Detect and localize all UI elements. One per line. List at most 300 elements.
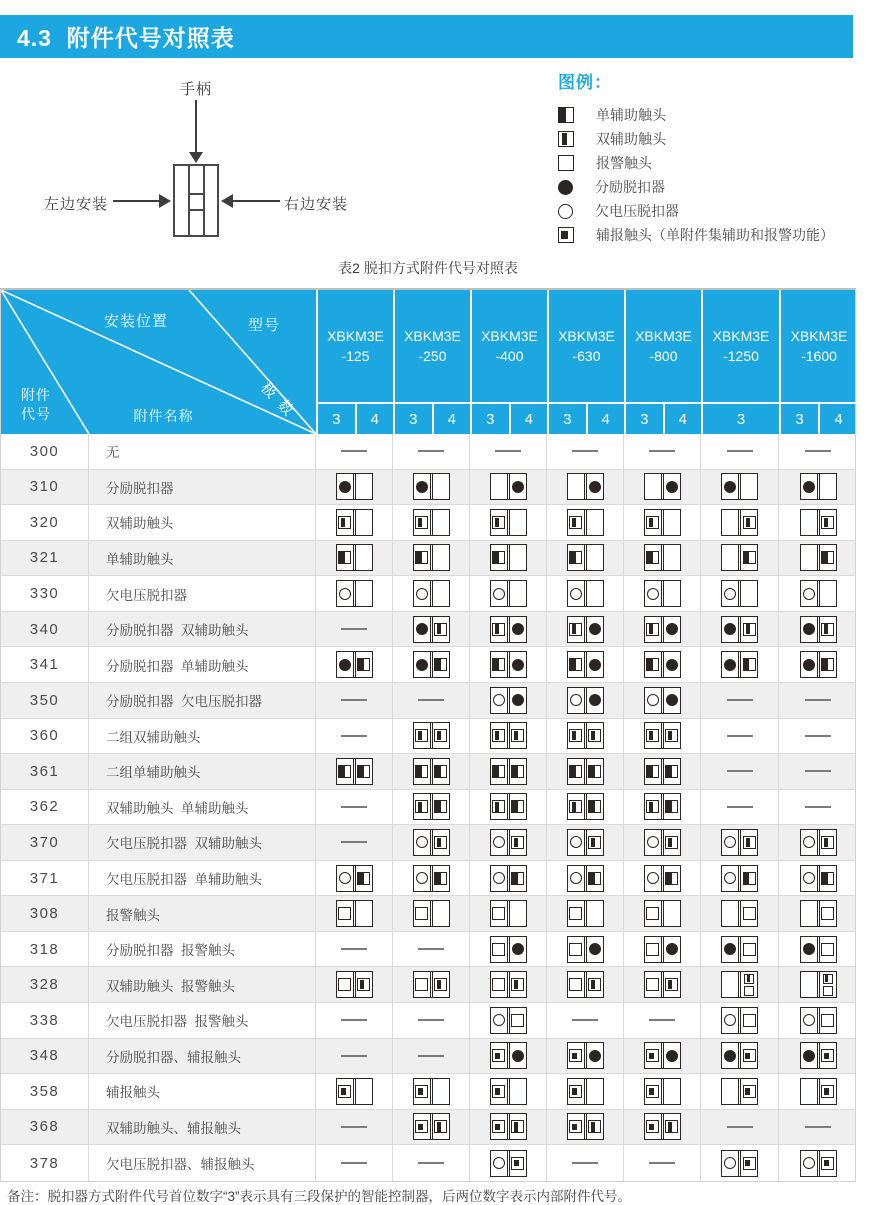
right-compartment <box>587 688 603 713</box>
right-compartment <box>587 972 603 997</box>
shunt-release-icon <box>558 180 573 195</box>
accessory-code: 300 <box>1 434 89 469</box>
breaker-box <box>336 580 373 607</box>
accessory-code: 310 <box>1 470 89 505</box>
pole-row <box>781 402 857 434</box>
accessory-code: 328 <box>1 967 89 1002</box>
breaker-box <box>567 758 604 785</box>
aux-alarm-contact-icon <box>646 1049 659 1062</box>
right-compartment <box>433 510 449 535</box>
symbol-cell <box>624 1003 701 1038</box>
symbol-cell <box>701 825 779 860</box>
breaker-box <box>413 1078 450 1105</box>
symbol-cell <box>393 434 470 469</box>
double-aux-contact-icon <box>821 516 834 529</box>
accessory-name: 欠电压脱扣器 双辅助触头 <box>89 825 316 860</box>
symbol-cell <box>393 932 470 967</box>
breaker-box <box>721 580 758 607</box>
shunt-release-icon <box>724 623 736 635</box>
right-compartment <box>510 581 526 606</box>
model-column-1600 <box>779 290 857 434</box>
breaker-box <box>413 651 450 678</box>
symbol-cell <box>701 754 779 789</box>
pole-count: 3 <box>409 410 418 428</box>
breaker-box <box>644 473 681 500</box>
symbol-cell <box>393 825 470 860</box>
accessory-name: 双辅助触头 报警触头 <box>89 967 316 1002</box>
pole-row <box>626 402 701 434</box>
double-aux-contact-icon <box>821 836 834 849</box>
left-compartment <box>801 866 817 891</box>
single-aux-contact-icon <box>434 800 447 813</box>
accessory-code: 330 <box>1 576 89 611</box>
breaker-box <box>721 1078 758 1105</box>
accessory-code: 348 <box>1 1039 89 1074</box>
undervoltage-release-icon <box>724 588 736 600</box>
accessory-code: 358 <box>1 1074 89 1109</box>
right-compartment <box>510 652 526 677</box>
aux-alarm-contact-icon <box>569 1120 582 1133</box>
breaker-box <box>490 544 527 571</box>
right-compartment <box>664 510 680 535</box>
pole-row <box>318 402 393 434</box>
none-dash <box>341 841 367 843</box>
none-dash <box>727 450 753 452</box>
breaker-box <box>644 865 681 892</box>
table-row <box>1 1110 855 1146</box>
double-aux-contact-icon <box>665 729 678 742</box>
symbol-cell <box>624 683 701 718</box>
symbol-cell <box>393 683 470 718</box>
symbol-cell <box>779 790 857 825</box>
right-compartment <box>433 1114 449 1139</box>
shunt-release-icon <box>416 659 428 671</box>
symbol-cell <box>701 790 779 825</box>
breaker-box <box>567 616 604 643</box>
symbol-cell <box>470 754 547 789</box>
right-compartment <box>664 901 680 926</box>
left-compartment <box>568 510 584 535</box>
left-compartment <box>491 652 507 677</box>
left-compartment <box>414 1079 430 1104</box>
none-dash <box>805 770 831 772</box>
single-aux-contact-icon <box>646 765 659 778</box>
double-aux-contact-icon <box>665 1120 678 1133</box>
left-compartment <box>645 972 661 997</box>
legend-item-label: 分励脱扣器 <box>595 179 665 195</box>
breaker-box <box>336 900 373 927</box>
symbol-cell <box>701 683 779 718</box>
none-dash <box>341 628 367 630</box>
left-compartment <box>414 474 430 499</box>
symbol-cell <box>779 434 857 469</box>
breaker-box <box>490 1042 527 1069</box>
symbol-cell <box>316 861 393 896</box>
accessory-name: 分励脱扣器 欠电压脱扣器 <box>89 683 316 718</box>
legend-item-label: 报警触头 <box>596 155 652 171</box>
left-compartment <box>414 794 430 819</box>
double-aux-contact-icon <box>821 623 834 636</box>
aux-alarm-contact-icon <box>415 1120 428 1133</box>
single-aux-contact-icon <box>821 658 834 671</box>
breaker-box <box>644 509 681 536</box>
breaker-box <box>721 651 758 678</box>
right-compartment <box>433 759 449 784</box>
accessory-name: 分励脱扣器 单辅助触头 <box>89 647 316 682</box>
model-columns <box>316 290 857 434</box>
double-aux-contact-icon <box>511 1120 524 1133</box>
symbol-cell <box>547 825 624 860</box>
double-aux-contact-icon <box>743 516 756 529</box>
left-compartment <box>414 830 430 855</box>
pole-count: 4 <box>509 404 548 434</box>
left-compartment <box>645 830 661 855</box>
none-dash <box>418 699 444 701</box>
symbol-cell <box>316 647 393 682</box>
accessory-name: 欠电压脱扣器 <box>89 576 316 611</box>
right-compartment <box>664 830 680 855</box>
symbol-cell <box>779 861 857 896</box>
left-compartment <box>722 581 738 606</box>
symbol-cell <box>547 967 624 1002</box>
right-install-label: 右边安装 <box>284 196 349 213</box>
symbol-cell <box>316 612 393 647</box>
left-compartment <box>414 866 430 891</box>
breaker-box <box>644 793 681 820</box>
left-arrow-icon <box>221 194 233 208</box>
right-compartment <box>664 1043 680 1068</box>
shunt-release-icon <box>724 943 736 955</box>
none-dash <box>418 948 444 950</box>
single-aux-contact-icon <box>821 872 834 885</box>
symbol-cell <box>701 612 779 647</box>
right-compartment <box>741 581 757 606</box>
none-dash <box>341 806 367 808</box>
right-compartment <box>356 1079 372 1104</box>
accessory-code: 362 <box>1 790 89 825</box>
double-aux-contact-icon <box>665 836 678 849</box>
right-compartment <box>356 652 372 677</box>
right-compartment <box>741 510 757 535</box>
table-row <box>1 612 855 648</box>
symbol-cell <box>470 1039 547 1074</box>
symbol-cell <box>470 896 547 931</box>
single-aux-contact-icon <box>338 765 351 778</box>
right-compartment <box>356 581 372 606</box>
symbol-cell <box>393 754 470 789</box>
symbol-cell <box>547 1110 624 1145</box>
single-aux-contact-icon <box>434 658 447 671</box>
right-compartment <box>510 937 526 962</box>
right-compartment <box>433 866 449 891</box>
shunt-release-icon <box>416 481 428 493</box>
double-aux-contact-icon <box>823 974 833 984</box>
right-compartment <box>510 617 526 642</box>
single-aux-contact-icon <box>743 872 756 885</box>
left-compartment <box>414 510 430 535</box>
single-aux-contact-icon <box>569 765 582 778</box>
undervoltage-release-icon <box>416 588 428 600</box>
left-compartment <box>722 972 738 997</box>
right-compartment <box>587 545 603 570</box>
left-compartment <box>645 1043 661 1068</box>
undervoltage-release-icon <box>724 1014 736 1026</box>
none-dash <box>727 806 753 808</box>
right-compartment <box>510 723 526 748</box>
symbol-cell <box>701 1039 779 1074</box>
symbol-cell <box>316 434 393 469</box>
symbol-cell <box>624 1145 701 1181</box>
breaker-box <box>336 758 373 785</box>
left-compartment <box>568 901 584 926</box>
accessory-code: 368 <box>1 1110 89 1145</box>
left-compartment <box>722 510 738 535</box>
right-compartment <box>741 1043 757 1068</box>
breaker-box <box>413 900 450 927</box>
breaker-box <box>413 971 450 998</box>
symbol-cell <box>393 541 470 576</box>
double-aux-contact-icon <box>434 1120 447 1133</box>
alarm-contact-icon <box>569 943 582 956</box>
undervoltage-release-icon <box>493 1014 505 1026</box>
undervoltage-release-icon <box>493 872 505 884</box>
right-compartment <box>587 937 603 962</box>
table-row <box>1 1074 855 1110</box>
symbol-cell <box>701 541 779 576</box>
left-compartment <box>645 545 661 570</box>
none-dash <box>649 450 675 452</box>
symbol-cell <box>547 790 624 825</box>
left-compartment <box>491 723 507 748</box>
right-compartment <box>664 866 680 891</box>
symbol-cell <box>547 576 624 611</box>
none-dash <box>572 450 598 452</box>
symbol-cell <box>393 1003 470 1038</box>
breaker-box <box>644 758 681 785</box>
right-compartment <box>356 759 372 784</box>
symbol-cell <box>470 470 547 505</box>
model-name <box>781 290 857 402</box>
none-dash <box>572 1019 598 1021</box>
right-compartment <box>587 510 603 535</box>
left-compartment <box>722 1008 738 1033</box>
left-compartment <box>801 1151 817 1176</box>
accessory-name: 双辅助触头 <box>89 505 316 540</box>
symbol-cell <box>547 647 624 682</box>
none-dash <box>341 735 367 737</box>
left-compartment <box>491 830 507 855</box>
pole-count: 4 <box>663 404 702 434</box>
double-aux-contact-icon <box>588 729 601 742</box>
legend-item-label: 欠电压脱扣器 <box>595 203 679 219</box>
breaker-box <box>800 580 837 607</box>
pole-row <box>472 402 547 434</box>
symbol-cell <box>470 967 547 1002</box>
breaker-box <box>800 1042 837 1069</box>
symbol-cell <box>779 1145 857 1181</box>
symbol-cell <box>779 754 857 789</box>
pole-row <box>549 402 624 434</box>
left-compartment <box>645 617 661 642</box>
symbol-cell <box>701 647 779 682</box>
symbol-cell <box>624 505 701 540</box>
symbol-cell <box>470 1003 547 1038</box>
right-compartment <box>433 581 449 606</box>
breaker-box <box>800 829 837 856</box>
left-compartment <box>568 474 584 499</box>
left-compartment <box>568 759 584 784</box>
left-compartment <box>645 581 661 606</box>
breaker-box <box>644 829 681 856</box>
right-compartment <box>433 617 449 642</box>
breaker-box <box>644 1042 681 1069</box>
breaker-box <box>567 865 604 892</box>
breaker-box <box>644 651 681 678</box>
single-aux-contact-icon <box>434 765 447 778</box>
right-compartment <box>510 1151 526 1176</box>
right-compartment <box>741 866 757 891</box>
aux-alarm-contact-icon <box>558 227 574 243</box>
accessory-name: 分励脱扣器 <box>89 470 316 505</box>
breaker-box <box>721 936 758 963</box>
symbol-cell <box>779 1074 857 1109</box>
breaker-box <box>644 722 681 749</box>
legend-list <box>558 103 878 247</box>
alarm-contact-icon <box>821 943 834 956</box>
breaker-box <box>490 580 527 607</box>
left-compartment <box>722 1151 738 1176</box>
left-compartment <box>722 1043 738 1068</box>
shunt-release-icon <box>512 659 524 671</box>
aux-alarm-contact-icon <box>743 1157 756 1170</box>
right-compartment <box>510 1043 526 1068</box>
alarm-contact-icon <box>415 978 428 991</box>
breaker-box <box>800 1007 837 1034</box>
undervoltage-release-icon <box>724 872 736 884</box>
right-compartment <box>510 830 526 855</box>
double-aux-contact-icon <box>569 800 582 813</box>
breaker-box <box>490 509 527 536</box>
left-compartment <box>491 1151 507 1176</box>
alarm-contact-icon <box>492 907 505 920</box>
left-compartment <box>337 901 353 926</box>
double-aux-contact-icon <box>558 131 574 147</box>
breaker-box <box>567 509 604 536</box>
single-aux-contact-icon <box>665 765 678 778</box>
left-compartment <box>722 1079 738 1104</box>
left-compartment <box>801 901 817 926</box>
symbol-cell <box>779 683 857 718</box>
symbol-cell <box>316 932 393 967</box>
right-compartment <box>433 794 449 819</box>
double-aux-contact-icon <box>588 978 601 991</box>
left-compartment <box>801 474 817 499</box>
single-aux-contact-icon <box>646 551 659 564</box>
single-aux-contact-icon <box>743 551 756 564</box>
shunt-release-icon <box>803 943 815 955</box>
symbol-cell <box>316 1110 393 1145</box>
left-compartment <box>801 545 817 570</box>
left-compartment <box>414 723 430 748</box>
symbol-cell <box>701 861 779 896</box>
model-size: -1600 <box>801 348 837 364</box>
right-compartment <box>433 1079 449 1104</box>
shunt-release-icon <box>724 1050 736 1062</box>
right-compartment <box>741 972 757 997</box>
left-compartment <box>337 972 353 997</box>
accessory-code: 340 <box>1 612 89 647</box>
right-compartment <box>820 866 836 891</box>
legend-item <box>558 223 878 247</box>
breaker-box <box>490 1078 527 1105</box>
symbol-cell <box>624 825 701 860</box>
accessory-name: 辅报触头 <box>89 1074 316 1109</box>
symbol-cell <box>779 541 857 576</box>
shunt-release-icon <box>589 659 601 671</box>
single-aux-contact-icon <box>665 872 678 885</box>
right-compartment <box>587 759 603 784</box>
breaker-box <box>721 1007 758 1034</box>
alarm-contact-icon <box>558 155 574 171</box>
model-name <box>318 290 393 402</box>
left-compartment <box>801 1008 817 1033</box>
alarm-contact-icon <box>744 986 754 996</box>
symbol-cell <box>547 505 624 540</box>
symbol-cell <box>470 719 547 754</box>
legend-item-label: 双辅助触头 <box>596 131 666 147</box>
symbol-cell <box>624 932 701 967</box>
symbol-cell <box>624 541 701 576</box>
breaker-box <box>721 509 758 536</box>
single-aux-contact-icon <box>558 107 574 123</box>
breaker-box <box>721 1150 758 1177</box>
right-compartment <box>820 1043 836 1068</box>
accessory-code: 341 <box>1 647 89 682</box>
left-compartment <box>568 972 584 997</box>
breaker-box <box>567 900 604 927</box>
accessory-code: 320 <box>1 505 89 540</box>
right-compartment <box>433 652 449 677</box>
table-body <box>1 434 855 1181</box>
shunt-release-icon <box>589 1050 601 1062</box>
breaker-box <box>413 793 450 820</box>
table-row <box>1 861 855 897</box>
double-aux-contact-icon <box>415 729 428 742</box>
breaker-box <box>800 936 837 963</box>
undervoltage-release-icon <box>570 836 582 848</box>
symbol-cell <box>547 861 624 896</box>
corner-accessory-code-label <box>21 386 51 424</box>
left-compartment <box>414 581 430 606</box>
symbol-cell <box>624 647 701 682</box>
none-dash <box>805 735 831 737</box>
right-compartment <box>510 688 526 713</box>
left-compartment <box>568 723 584 748</box>
alarm-contact-icon <box>823 986 833 996</box>
left-compartment <box>337 1079 353 1104</box>
symbol-cell <box>316 1074 393 1109</box>
model-name <box>626 290 701 402</box>
alarm-contact-icon <box>338 907 351 920</box>
left-compartment <box>414 545 430 570</box>
breaker-divider <box>203 166 205 235</box>
table-row <box>1 790 855 826</box>
none-dash <box>805 450 831 452</box>
symbol-cell <box>547 541 624 576</box>
model-size: -400 <box>495 348 524 364</box>
symbol-cell <box>316 825 393 860</box>
left-compartment <box>568 617 584 642</box>
